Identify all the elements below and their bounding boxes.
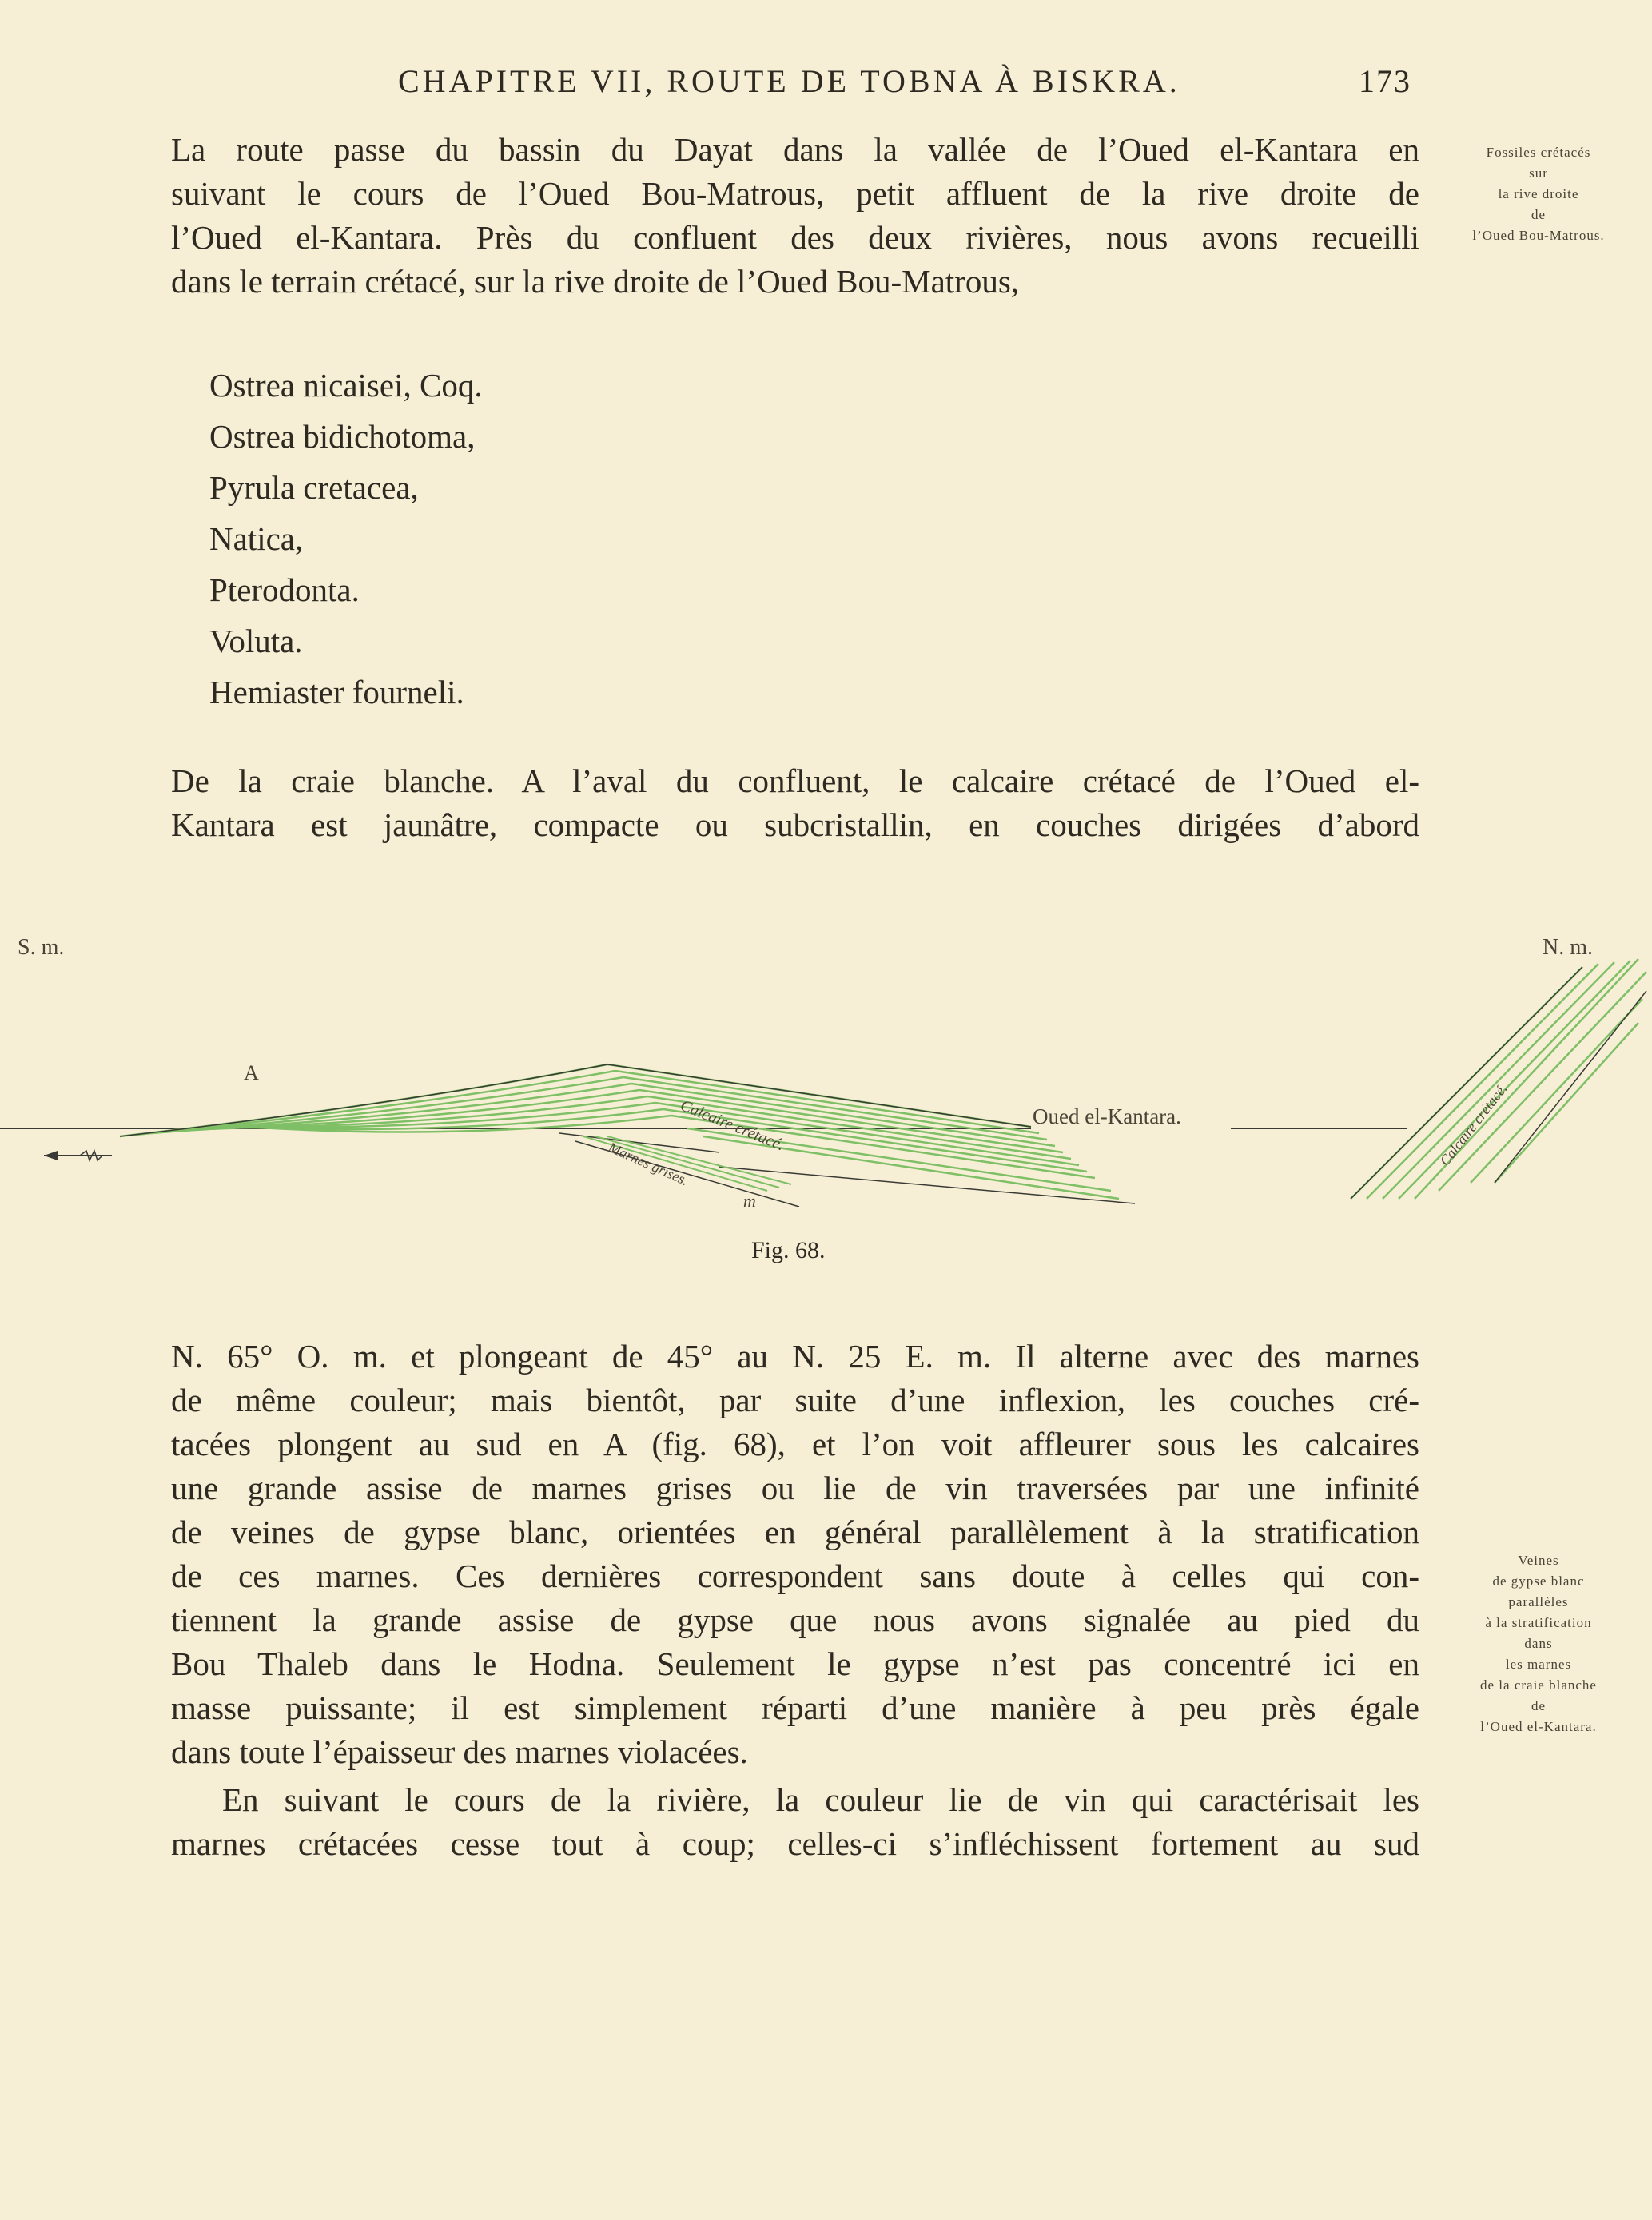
label-north: N. m.: [1543, 935, 1593, 960]
text-line: Bou Thaleb dans le Hodna. Seulement le gypse n’est pas concentré ici en: [171, 1645, 1419, 1682]
paragraph-main: [171, 1335, 1419, 1774]
strata-steep-limb: [1351, 959, 1646, 1199]
margin-note-line: l’Oued Bou-Matrous.: [1472, 228, 1605, 243]
text-line: tacées plongent au sud en A (fig. 68), et l’on voit affleurer sous les calcaires: [171, 1426, 1419, 1462]
list-item: Pterodonta.: [209, 571, 360, 608]
text-line: l’Oued el-Kantara. Près du confluent des deux rivières, nous avons recueilli: [171, 219, 1419, 256]
text-line: suivant le cours de l’Oued Bou-Matrous, petit affluent de la rive droite de: [171, 175, 1419, 212]
text-line: En suivant le cours de la rivière, la couleur lie de vin qui caractérisait les: [222, 1781, 1419, 1818]
chapter-title: CHAPITRE VII, ROUTE DE TOBNA À BISKRA.: [398, 63, 1180, 99]
label-point-a: A: [244, 1061, 259, 1084]
label-m: m: [743, 1191, 756, 1211]
text-line: N. 65° O. m. et plongeant de 45° au N. 25 E. m. Il alterne avec des marnes: [171, 1338, 1419, 1375]
margin-note-line: parallèles: [1508, 1594, 1569, 1609]
text-line: une grande assise de marnes grises ou lie de vin traversées par une infinité: [171, 1470, 1419, 1506]
text-line: Kantara est jaunâtre, compacte ou subcristallin, en couches dirigées d’abord: [171, 806, 1419, 843]
margin-note-line: de: [1531, 207, 1547, 222]
margin-note-line: dans: [1524, 1636, 1553, 1651]
margin-note-line: de: [1531, 1698, 1547, 1713]
text-line: de même couleur; mais bientôt, par suite d’une inflexion, les couches cré-: [171, 1382, 1419, 1418]
paragraph-craie: [171, 759, 1419, 847]
cross-section-drawing: [0, 927, 1652, 1263]
label-river: Oued el-Kantara.: [1033, 1104, 1181, 1128]
page-number: 173: [1359, 63, 1411, 99]
list-item: Pyrula cretacea,: [209, 469, 419, 506]
text-line: dans toute l’épaisseur des marnes violacées.: [171, 1733, 748, 1770]
margin-note-line: à la stratification: [1485, 1615, 1592, 1630]
text-line: La route passe du bassin du Dayat dans la vallée de l’Oued el-Kantara en: [171, 131, 1419, 168]
margin-note-line: les marnes: [1505, 1657, 1572, 1672]
margin-note-veines: [1439, 1550, 1638, 1737]
margin-note-line: la rive droite: [1498, 186, 1579, 201]
text-line: marnes crétacées cesse tout à coup; celles-ci s’infléchissent fortement au sud: [171, 1825, 1419, 1862]
margin-note-line: l’Oued el-Kantara.: [1480, 1719, 1597, 1734]
paragraph-intro: [171, 128, 1419, 304]
running-header: [0, 62, 1652, 110]
margin-note-line: Fossiles crétacés: [1486, 145, 1591, 160]
text-line: De la craie blanche. A l’aval du confluent, le calcaire crétacé de l’Oued el-: [171, 762, 1419, 799]
list-item: Voluta.: [209, 623, 303, 659]
text-line: dans le terrain crétacé, sur la rive droite de l’Oued Bou-Matrous,: [171, 263, 1020, 300]
list-item: Hemiaster fourneli.: [209, 674, 464, 710]
margin-note-line: de gypse blanc: [1492, 1573, 1585, 1589]
text-line: de ces marnes. Ces dernières correspondent sans doute à celles qui con-: [171, 1558, 1419, 1594]
label-marnes: Marnes grises.: [606, 1139, 691, 1189]
text-line: masse puissante; il est simplement réparti d’une manière à peu près égale: [171, 1689, 1419, 1726]
list-item: Ostrea nicaisei, Coq.: [209, 367, 483, 404]
margin-note-line: Veines: [1518, 1553, 1559, 1568]
text-line: de veines de gypse blanc, orientées en général parallèlement à la stratification: [171, 1514, 1419, 1550]
list-item: Natica,: [209, 520, 304, 557]
figure-cross-section: [0, 927, 1652, 1263]
fossil-list: [209, 360, 483, 718]
arrow-head: [44, 1151, 58, 1160]
caption-text: Fig. 68.: [751, 1237, 826, 1263]
margin-note-line: sur: [1529, 165, 1548, 181]
list-item: Ostrea bidichotoma,: [209, 418, 476, 455]
text-line: tiennent la grande assise de gypse que nous avons signalée au pied du: [171, 1601, 1419, 1638]
label-calcaire-steep: Calcaire crétacé.: [1436, 1080, 1511, 1169]
label-south: S. m.: [18, 935, 65, 960]
margin-note-line: de la craie blanche: [1480, 1677, 1597, 1693]
margin-note-fossiles: [1439, 142, 1638, 246]
label-calcaire: Calcaire crétacé.: [678, 1096, 787, 1155]
paragraph-riviere: [171, 1778, 1419, 1866]
